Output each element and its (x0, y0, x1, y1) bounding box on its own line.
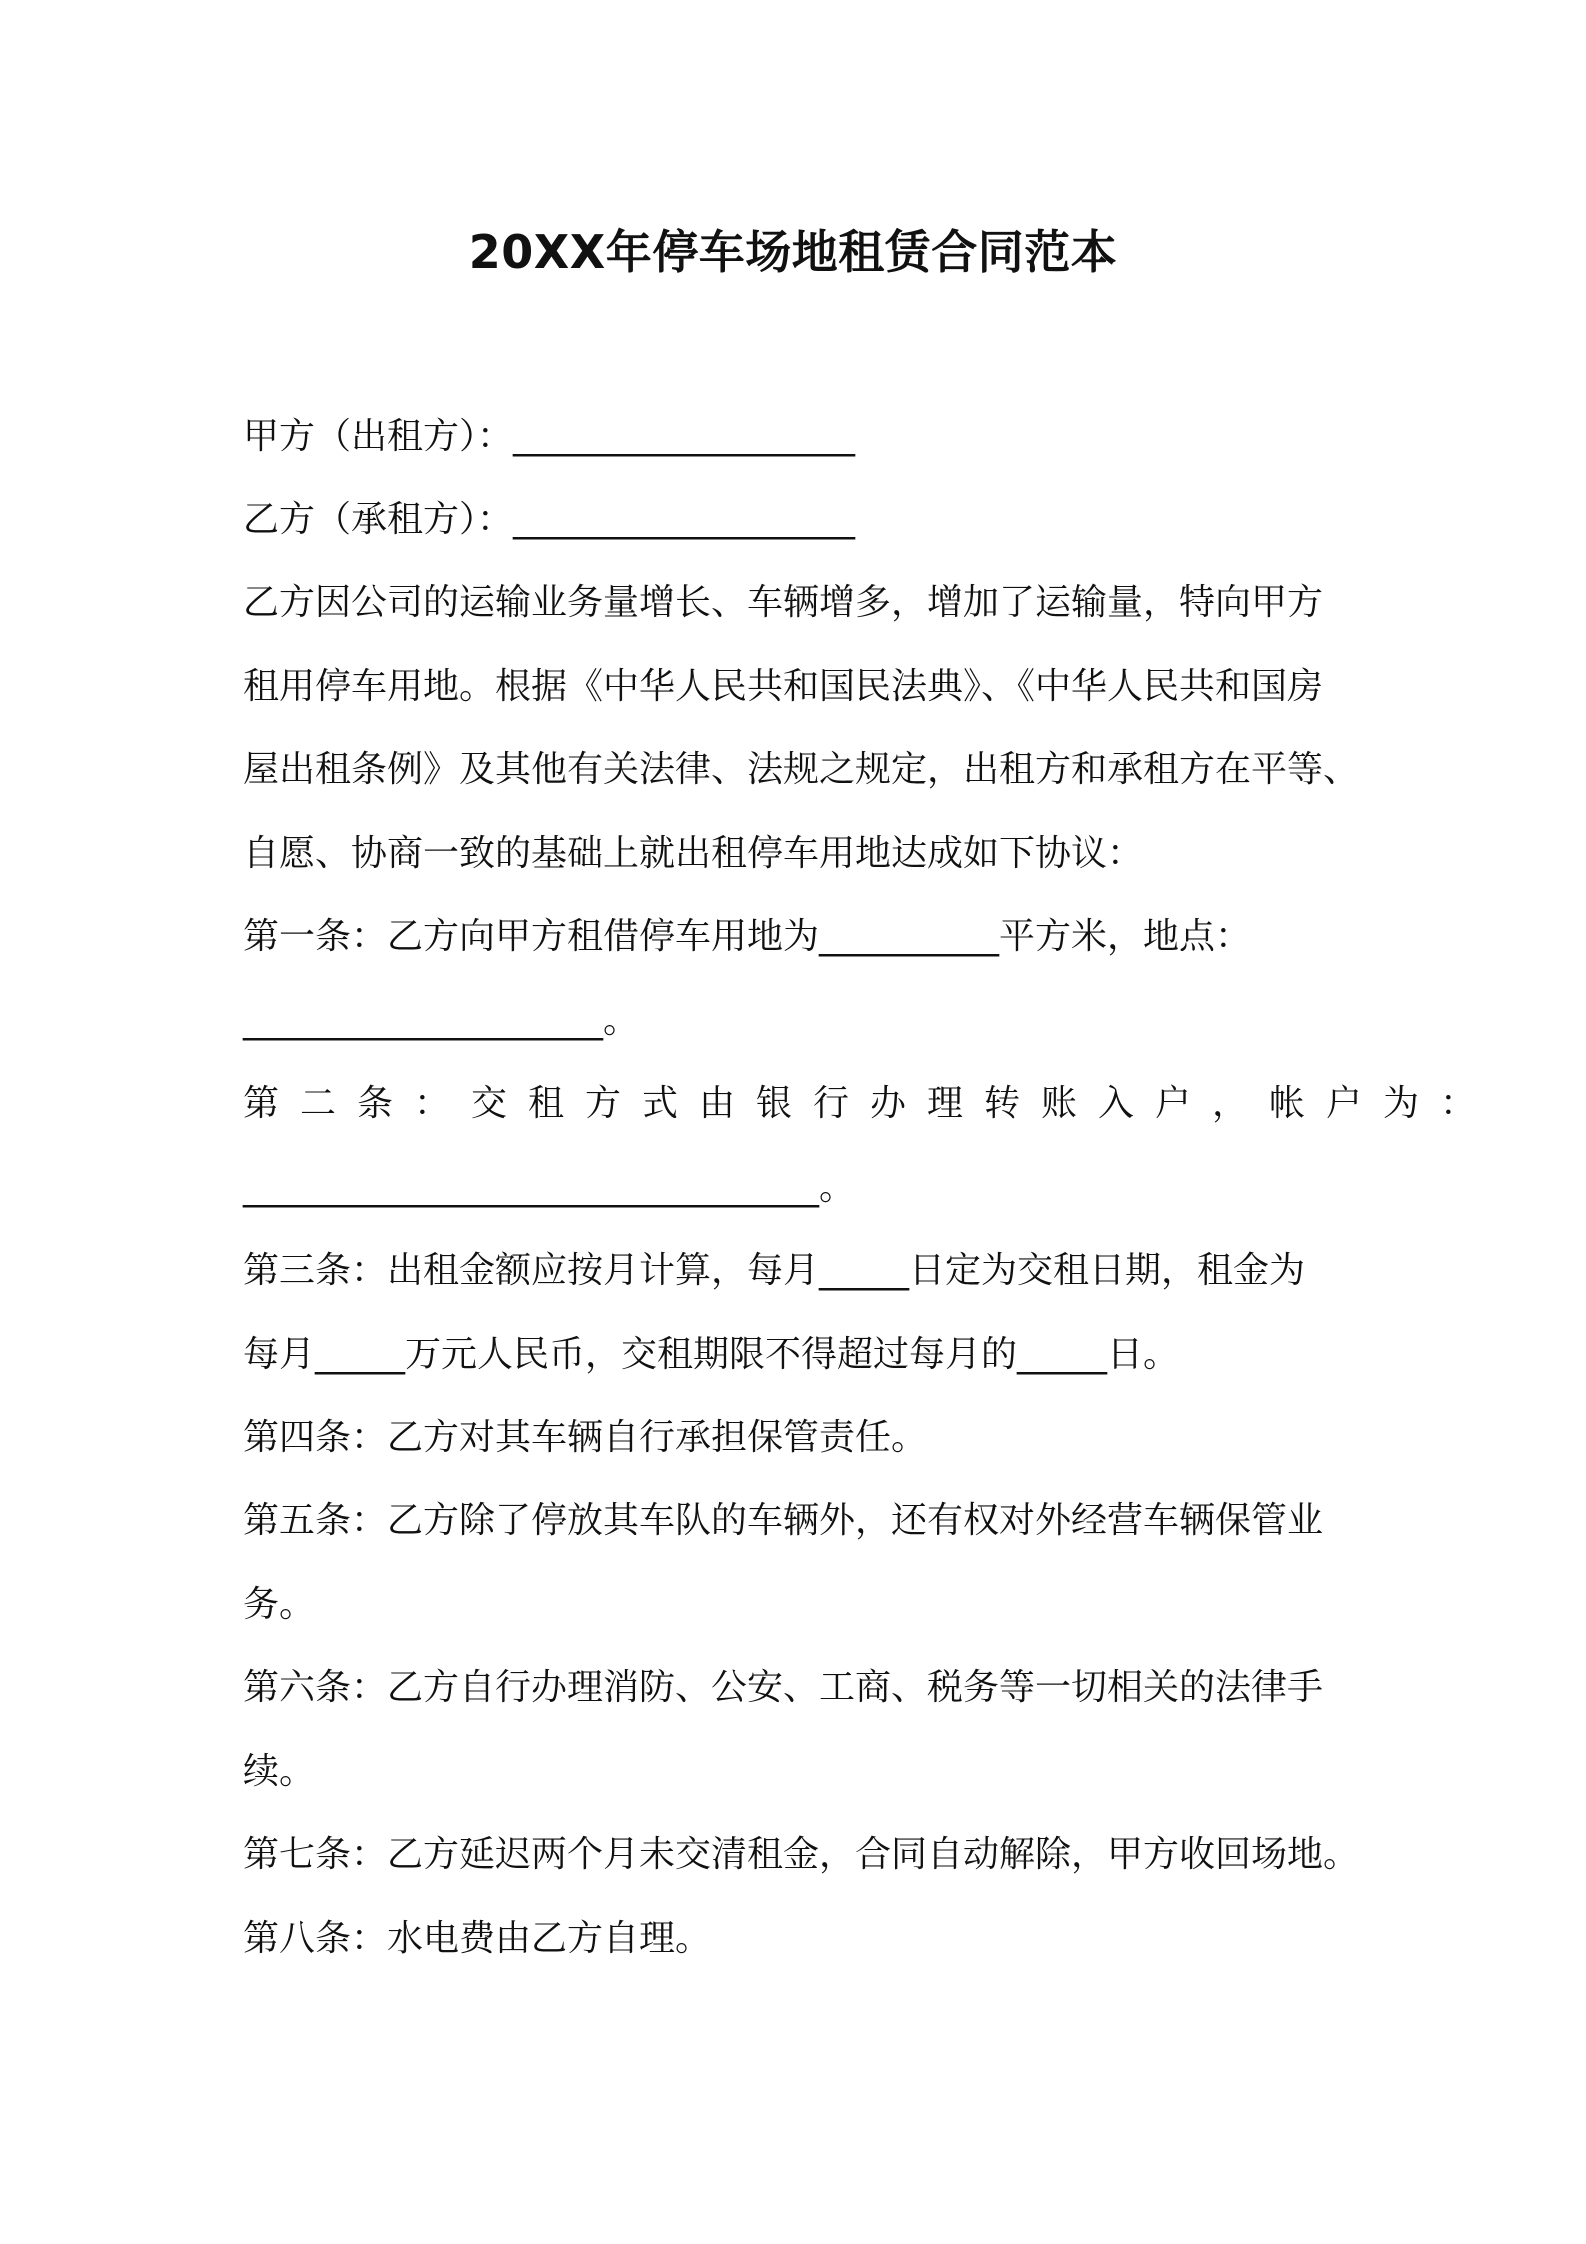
article-1-line-1: 第一条：乙方向甲方租借停车用地为__________平方米，地点： (243, 916, 1252, 957)
party-a-line: 甲方（出租方）：___________________ (243, 416, 856, 457)
article-1-line-2: ____________________。 (243, 1000, 639, 1041)
article-2-line-1: 第二条：交租方式由银行办理转账入户，帐户为： (243, 1083, 1498, 1124)
article-5-line-2: 务。 (243, 1584, 316, 1625)
article-3-line-1: 第三条：出租金额应按月计算，每月_____日定为交租日期，租金为 (243, 1250, 1306, 1291)
article-6-line-2: 续。 (243, 1751, 316, 1792)
article-8-line: 第八条：水电费由乙方自理。 (243, 1918, 712, 1959)
preamble-line-3: 屋出租条例》及其他有关法律、法规之规定，出租方和承租方在平等、 (243, 749, 1360, 790)
party-b-line: 乙方（承租方）：___________________ (243, 499, 856, 540)
preamble-line-4: 自愿、协商一致的基础上就出租停车用地达成如下协议： (243, 833, 1144, 874)
article-3-line-2: 每月_____万元人民币，交租期限不得超过每月的_____日。 (243, 1334, 1180, 1375)
document-title: 20XX年停车场地租赁合同范本 (468, 225, 1118, 279)
article-4-line: 第四条：乙方对其车辆自行承担保管责任。 (243, 1417, 928, 1458)
article-2-line-2: ________________________________。 (243, 1167, 855, 1208)
article-6-line-1: 第六条：乙方自行办理消防、公安、工商、税务等一切相关的法律手 (243, 1667, 1324, 1708)
article-5-line-1: 第五条：乙方除了停放其车队的车辆外，还有权对外经营车辆保管业 (243, 1500, 1324, 1541)
article-7-line: 第七条：乙方延迟两个月未交清租金，合同自动解除，甲方收回场地。 (243, 1834, 1360, 1875)
preamble-line-1: 乙方因公司的运输业务量增长、车辆增多，增加了运输量，特向甲方 (243, 582, 1324, 623)
preamble-line-2: 租用停车用地。根据《中华人民共和国民法典》、《中华人民共和国房 (243, 666, 1324, 707)
